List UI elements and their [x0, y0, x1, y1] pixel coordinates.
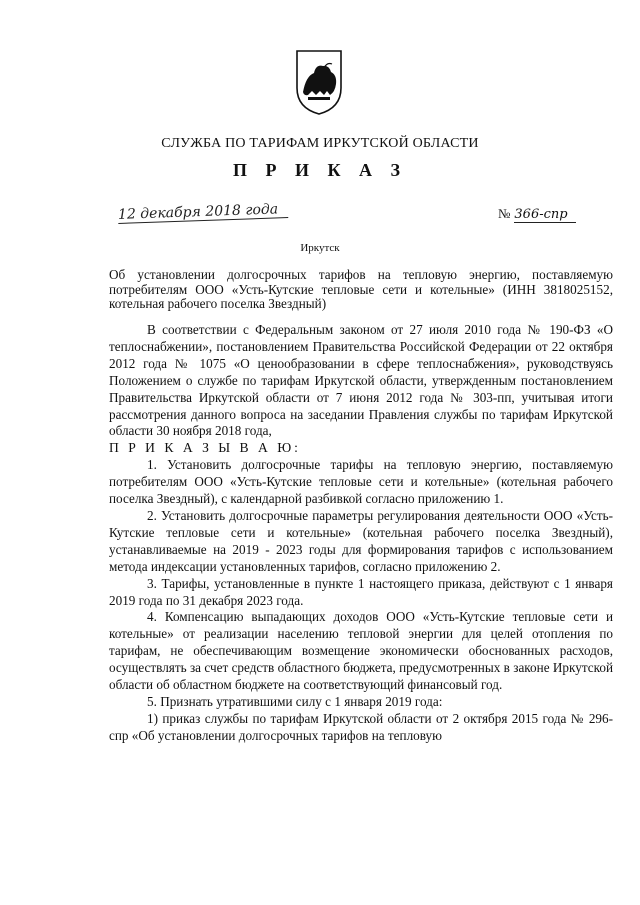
item-2: 2. Установить долгосрочные параметры регулирования деятельности ООО «Усть-Кутские тепловые сети и котельные» (котельная рабочего поселка Звездный), устанавливаемые на 2019 - 2023 годы для формирования тарифов с использованием метода индексации установленных тарифов, согласно приложению 2. — [109, 507, 613, 574]
handwritten-date: 12 декабря 2018 года — [118, 201, 288, 224]
organization-name: СЛУЖБА ПО ТАРИФАМ ИРКУТСКОЙ ОБЛАСТИ — [161, 136, 479, 151]
number-prefix: № — [498, 206, 511, 221]
item-3: 3. Тарифы, установленные в пункте 1 настоящего приказа, действуют с 1 января 2019 года по 31 декабря 2023 года. — [109, 575, 613, 608]
order-heading: П Р И К А З Ы В А Ю: — [109, 440, 301, 456]
coat-of-arms-emblem — [294, 48, 344, 116]
preamble-paragraph: В соответствии с Федеральным законом от 27 июля 2010 года № 190-ФЗ «О теплоснабжении», постановлением Правительства Российской Федерации от 22 октября 2012 года № 1075 «О ценообразовании в сфере теплоснабжения», руководствуясь Положением о службе по тарифам Иркутской области, утвержденным постановлением Правительства Иркутской области от 7 июня 2012 года № 303-пп, учитывая итоги рассмотрения данного вопроса на заседании Правления службы по тарифам Иркутской области 30 ноября 2018 года, — [109, 322, 613, 439]
document-title: П Р И К А З — [232, 160, 408, 180]
city-name: Иркутск — [300, 242, 340, 254]
handwritten-number: 366-спр — [514, 207, 576, 223]
item-1: 1. Установить долгосрочные тарифы на тепловую энергию, поставляемую потребителям ООО «Усть-Кутские тепловые сети и котельные» (котельная рабочего поселка Звездный), с календарной разбивкой согласно приложению 1. — [109, 457, 613, 507]
item-5: 5. Признать утратившими силу с 1 января 2019 года: — [147, 693, 443, 709]
order-number — [498, 206, 576, 223]
order-subject: Об установлении долгосрочных тарифов на тепловую энергию, поставляемую потребителям ООО «Усть-Кутские тепловые сети и котельные» (ИНН 3818025152, котельная рабочего поселка Звездный) — [109, 267, 613, 312]
item-5-subitem-1: 1) приказ службы по тарифам Иркутской области от 2 октября 2015 года № 296-спр «Об установлении долгосрочных тарифов на тепловую — [109, 710, 613, 743]
item-4: 4. Компенсацию выпадающих доходов ООО «Усть-Кутские тепловые сети и котельные» от реализации населению тепловой энергии для целей отопления по тарифам, не обеспечивающим возмещение экономически обоснованных расходов, осуществлять за счет средств областного бюджета, предусмотренных в законе Иркутской области об областном бюджете на соответствующий финансовый год. — [109, 609, 613, 693]
order-body — [109, 322, 613, 745]
